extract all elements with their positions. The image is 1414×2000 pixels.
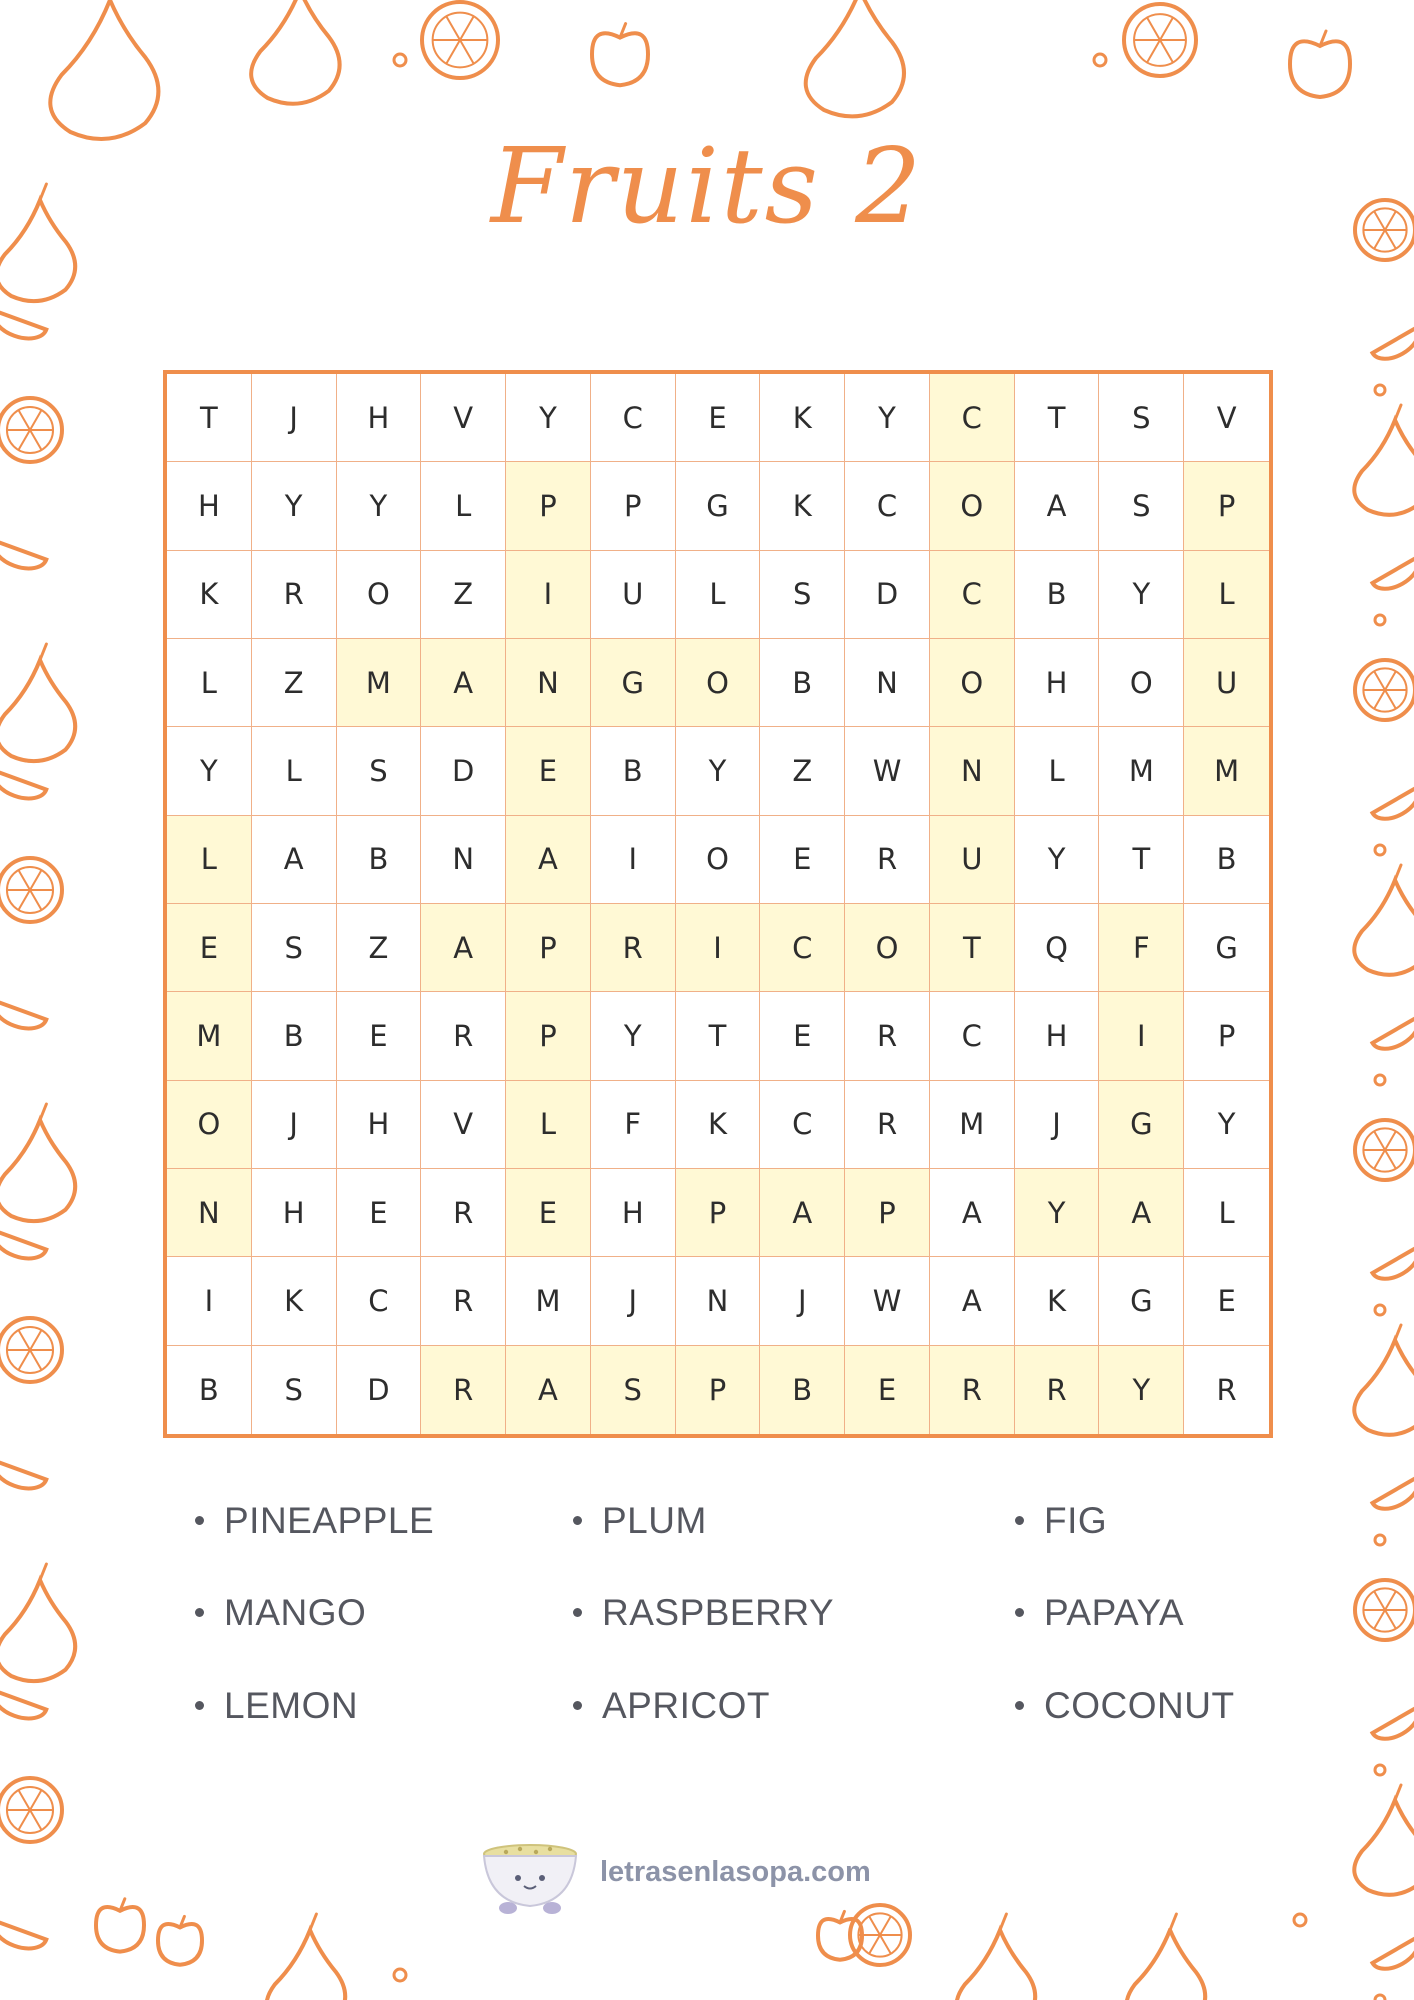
grid-cell: J (1015, 1081, 1100, 1169)
grid-cell: A (760, 1169, 845, 1257)
grid-cell: R (421, 992, 506, 1080)
grid-cell: H (252, 1169, 337, 1257)
grid-cell: P (1184, 992, 1269, 1080)
grid-cell: C (930, 992, 1015, 1080)
grid-cell: L (1184, 551, 1269, 639)
grid-cell: N (506, 639, 591, 727)
grid-cell: D (337, 1346, 422, 1434)
grid-cell: A (506, 1346, 591, 1434)
grid-cell: Y (337, 462, 422, 550)
grid-cell: U (930, 816, 1015, 904)
grid-cell: B (337, 816, 422, 904)
word-list-item (195, 1500, 434, 1542)
grid-cell: G (1099, 1081, 1184, 1169)
grid-cell: K (760, 374, 845, 462)
grid-cell: C (760, 1081, 845, 1169)
grid-cell: V (1184, 374, 1269, 462)
grid-cell: R (1184, 1346, 1269, 1434)
grid-cell: Z (760, 727, 845, 815)
grid-cell: K (1015, 1257, 1100, 1345)
grid-cell: M (506, 1257, 591, 1345)
grid-cell: G (591, 639, 676, 727)
grid-cell: Y (167, 727, 252, 815)
grid-cell: E (337, 992, 422, 1080)
grid-cell: D (421, 727, 506, 815)
grid-cell: B (591, 727, 676, 815)
grid-cell: A (252, 816, 337, 904)
grid-cell: B (252, 992, 337, 1080)
bullet-icon (195, 1701, 204, 1710)
grid-cell: Y (506, 374, 591, 462)
grid-cell: P (676, 1346, 761, 1434)
grid-cell: I (167, 1257, 252, 1345)
bowl-mascot-icon (478, 1840, 588, 1920)
grid-cell: F (1099, 904, 1184, 992)
grid-cell: Y (1099, 1346, 1184, 1434)
grid-cell: K (252, 1257, 337, 1345)
bullet-icon (195, 1608, 204, 1617)
grid-cell: R (845, 992, 930, 1080)
grid-cell: B (760, 1346, 845, 1434)
grid-cell: Z (421, 551, 506, 639)
grid-cell: T (1099, 816, 1184, 904)
grid-cell: K (676, 1081, 761, 1169)
word-label: LEMON (224, 1685, 359, 1726)
grid-cell: O (676, 639, 761, 727)
word-label: PAPAYA (1044, 1592, 1185, 1633)
grid-cell: M (1099, 727, 1184, 815)
grid-cell: M (930, 1081, 1015, 1169)
grid-cell: P (845, 1169, 930, 1257)
grid-cell: K (167, 551, 252, 639)
grid-cell: Y (1015, 816, 1100, 904)
grid-cell: B (1184, 816, 1269, 904)
word-label: APRICOT (602, 1685, 770, 1726)
grid-cell: G (1184, 904, 1269, 992)
word-label: FIG (1044, 1500, 1108, 1541)
grid-cell: L (676, 551, 761, 639)
word-label: PINEAPPLE (224, 1500, 435, 1541)
grid-cell: R (421, 1346, 506, 1434)
grid-cell: H (1015, 639, 1100, 727)
grid-cell: R (1015, 1346, 1100, 1434)
grid-cell: A (930, 1169, 1015, 1257)
grid-cell: D (845, 551, 930, 639)
grid-cell: J (760, 1257, 845, 1345)
grid-cell: W (845, 1257, 930, 1345)
bullet-icon (1015, 1608, 1024, 1617)
grid-cell: P (1184, 462, 1269, 550)
grid-cell: C (591, 374, 676, 462)
grid-cell: Y (252, 462, 337, 550)
grid-cell: S (1099, 374, 1184, 462)
grid-cell: A (1015, 462, 1100, 550)
grid-cell: O (167, 1081, 252, 1169)
word-list-item (1015, 1500, 1107, 1542)
grid-cell: H (337, 374, 422, 462)
grid-cell: O (845, 904, 930, 992)
grid-cell: M (337, 639, 422, 727)
grid-cell: P (506, 904, 591, 992)
grid-cell: A (421, 904, 506, 992)
bullet-icon (573, 1516, 582, 1525)
grid-cell: H (1015, 992, 1100, 1080)
grid-cell: S (337, 727, 422, 815)
word-list-item (573, 1500, 707, 1542)
grid-cell: M (167, 992, 252, 1080)
grid-cell: C (930, 551, 1015, 639)
grid-cell: A (506, 816, 591, 904)
grid-cell: P (676, 1169, 761, 1257)
grid-cell: I (1099, 992, 1184, 1080)
grid-cell: J (252, 1081, 337, 1169)
grid-cell: R (845, 816, 930, 904)
bullet-icon (1015, 1701, 1024, 1710)
grid-cell: A (1099, 1169, 1184, 1257)
grid-cell: E (676, 374, 761, 462)
grid-cell: L (1184, 1169, 1269, 1257)
grid-cell: Z (337, 904, 422, 992)
grid-cell: O (930, 462, 1015, 550)
grid-cell: R (930, 1346, 1015, 1434)
grid-cell: L (421, 462, 506, 550)
grid-cell: P (591, 462, 676, 550)
bullet-icon (573, 1608, 582, 1617)
grid-cell: H (337, 1081, 422, 1169)
grid-cell: T (676, 992, 761, 1080)
grid-cell: R (845, 1081, 930, 1169)
grid-cell: Y (1184, 1081, 1269, 1169)
grid-cell: B (1015, 551, 1100, 639)
grid-cell: O (676, 816, 761, 904)
grid-cell: R (252, 551, 337, 639)
grid-cell: E (845, 1346, 930, 1434)
word-list-item (573, 1592, 834, 1634)
grid-cell: E (760, 992, 845, 1080)
grid-cell: G (1099, 1257, 1184, 1345)
grid-cell: J (591, 1257, 676, 1345)
grid-cell: N (845, 639, 930, 727)
grid-cell: N (421, 816, 506, 904)
grid-cell: L (167, 639, 252, 727)
grid-cell: I (591, 816, 676, 904)
bullet-icon (195, 1516, 204, 1525)
grid-cell: A (421, 639, 506, 727)
grid-cell: L (1015, 727, 1100, 815)
grid-cell: Q (1015, 904, 1100, 992)
page-title: Fruits 2 (490, 125, 924, 247)
bullet-icon (573, 1701, 582, 1710)
grid-cell: N (167, 1169, 252, 1257)
grid-cell: I (506, 551, 591, 639)
word-label: MANGO (224, 1592, 367, 1633)
grid-cell: L (252, 727, 337, 815)
grid-cell: S (1099, 462, 1184, 550)
grid-cell: M (1184, 727, 1269, 815)
word-list-item (1015, 1592, 1184, 1634)
grid-cell: H (167, 462, 252, 550)
word-label: COCONUT (1044, 1685, 1235, 1726)
grid-cell: O (930, 639, 1015, 727)
grid-cell: V (421, 374, 506, 462)
grid-cell: E (167, 904, 252, 992)
grid-cell: O (337, 551, 422, 639)
grid-cell: C (337, 1257, 422, 1345)
site-name: letrasenlasopa.com (600, 1856, 871, 1888)
grid-cell: S (591, 1346, 676, 1434)
grid-cell: J (252, 374, 337, 462)
grid-cell: K (760, 462, 845, 550)
grid-cell: Y (1099, 551, 1184, 639)
grid-cell: T (167, 374, 252, 462)
grid-cell: E (506, 1169, 591, 1257)
grid-cell: C (930, 374, 1015, 462)
grid-cell: N (930, 727, 1015, 815)
grid-cell: Y (845, 374, 930, 462)
grid-cell: E (337, 1169, 422, 1257)
grid-cell: E (1184, 1257, 1269, 1345)
grid-cell: C (760, 904, 845, 992)
grid-cell: W (845, 727, 930, 815)
grid-cell: R (421, 1257, 506, 1345)
grid-cell: Y (1015, 1169, 1100, 1257)
grid-cell: E (506, 727, 591, 815)
grid-cell: B (167, 1346, 252, 1434)
word-list (0, 1500, 1414, 1800)
grid-cell: T (1015, 374, 1100, 462)
grid-cell: H (591, 1169, 676, 1257)
word-list-item (195, 1685, 358, 1727)
grid-cell: O (1099, 639, 1184, 727)
grid-cell: T (930, 904, 1015, 992)
grid-cell: S (252, 1346, 337, 1434)
grid-cell: B (760, 639, 845, 727)
grid-cell: P (506, 462, 591, 550)
grid-cell: R (421, 1169, 506, 1257)
grid-cell: I (676, 904, 761, 992)
grid-cell: E (760, 816, 845, 904)
grid-cell: V (421, 1081, 506, 1169)
grid-cell: L (506, 1081, 591, 1169)
grid-cell: Z (252, 639, 337, 727)
grid-cell: P (506, 992, 591, 1080)
grid-cell: S (760, 551, 845, 639)
grid-cell: N (676, 1257, 761, 1345)
grid-cell: U (1184, 639, 1269, 727)
bullet-icon (1015, 1516, 1024, 1525)
grid-cell: C (845, 462, 930, 550)
word-list-item (573, 1685, 770, 1727)
word-label: RASPBERRY (602, 1592, 835, 1633)
grid-cell: S (252, 904, 337, 992)
grid-cell: G (676, 462, 761, 550)
word-label: PLUM (602, 1500, 707, 1541)
grid-cell: Y (676, 727, 761, 815)
grid-cell: U (591, 551, 676, 639)
grid-cell: A (930, 1257, 1015, 1345)
word-list-item (195, 1592, 366, 1634)
grid-cell: Y (591, 992, 676, 1080)
footer-brand (478, 1840, 938, 1920)
grid-cell: L (167, 816, 252, 904)
word-search-grid (163, 370, 1273, 1438)
word-list-item (1015, 1685, 1235, 1727)
grid-cell: R (591, 904, 676, 992)
grid-cell: F (591, 1081, 676, 1169)
